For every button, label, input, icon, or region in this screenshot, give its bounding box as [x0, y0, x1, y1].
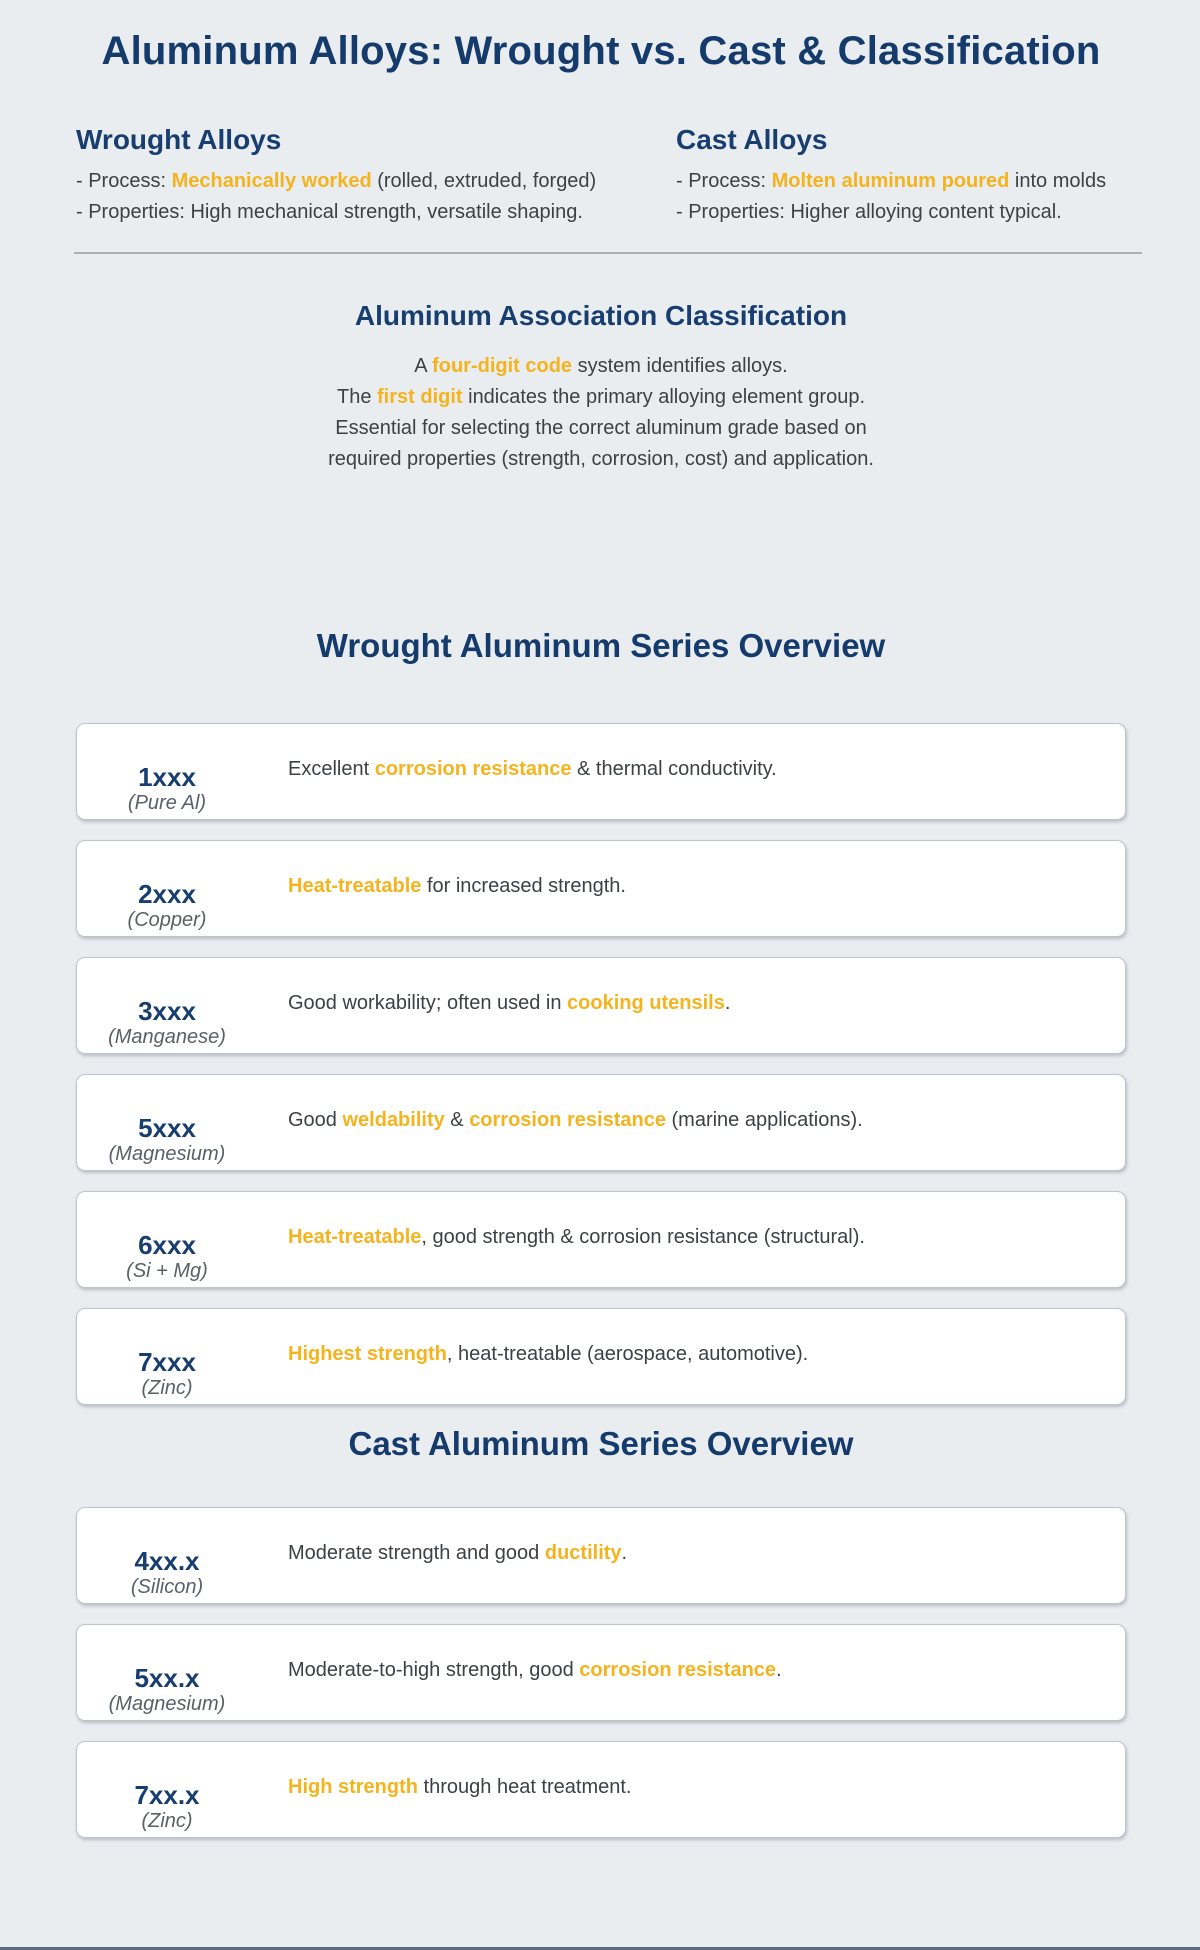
- highlight-text: first digit: [377, 386, 463, 408]
- series-card: [76, 1074, 1126, 1171]
- series-code: 3xxx: [138, 996, 196, 1026]
- series-card: [76, 1191, 1126, 1288]
- series-card-label: [77, 958, 257, 1053]
- series-alloying-element: (Copper): [127, 909, 207, 931]
- series-description: [257, 1192, 1125, 1287]
- series-alloying-element: (Si + Mg): [126, 1260, 208, 1282]
- classification-paragraph: [76, 351, 1126, 475]
- text-line: [676, 197, 1126, 228]
- text-segment: .: [776, 1659, 782, 1681]
- text-line: [76, 382, 1126, 413]
- text-segment: Good: [288, 1109, 343, 1131]
- text-segment: The: [336, 386, 378, 408]
- comparison-section: [76, 124, 1126, 228]
- highlight-text: weldability: [342, 1109, 445, 1131]
- text-line: [76, 413, 1126, 444]
- wrought-series-heading: Wrought Aluminum Series Overview: [316, 627, 886, 664]
- text-segment: into molds: [1009, 170, 1107, 192]
- highlight-text: High strength: [288, 1776, 418, 1798]
- highlight-text: Molten aluminum poured: [771, 170, 1010, 192]
- series-description: [257, 1508, 1125, 1603]
- series-card-label: [77, 1192, 257, 1287]
- classification-heading: Aluminum Association Classification: [354, 300, 848, 331]
- series-code: 5xx.x: [134, 1663, 200, 1693]
- text-segment: , good strength & corrosion resistance (structural).: [421, 1226, 865, 1248]
- text-segment: required properties (strength, corrosion, cost) and application.: [328, 448, 874, 470]
- series-description: [257, 724, 1125, 819]
- series-code: 6xxx: [138, 1230, 196, 1260]
- classification-section: [76, 300, 1126, 475]
- highlight-text: corrosion resistance: [469, 1109, 666, 1131]
- text-segment: (marine applications).: [665, 1109, 863, 1131]
- series-card: [76, 957, 1126, 1054]
- series-card: [76, 1741, 1126, 1838]
- text-segment: Moderate-to-high strength, good: [288, 1659, 580, 1681]
- series-code: 7xx.x: [134, 1780, 200, 1810]
- cast-series-card-list: [76, 1507, 1126, 1838]
- series-description: [257, 1075, 1125, 1170]
- series-card-label: [77, 841, 257, 936]
- text-line: [76, 197, 676, 228]
- text-segment: .: [621, 1542, 628, 1564]
- text-segment: for increased strength.: [421, 875, 626, 897]
- text-segment: - Properties: Higher alloying content typical.: [676, 201, 1062, 223]
- series-card: [76, 1308, 1126, 1405]
- highlight-text: cooking utensils: [567, 992, 725, 1014]
- text-segment: Essential for selecting the correct aluminum grade based on: [335, 417, 867, 439]
- series-card-label: [77, 1742, 257, 1837]
- wrought-alloys-column: [76, 124, 676, 228]
- wrought-series-card-list: [76, 723, 1126, 1405]
- series-alloying-element: (Magnesium): [108, 1143, 226, 1165]
- text-segment: Good workability; often used in: [288, 992, 568, 1014]
- series-alloying-element: (Pure Al): [127, 792, 207, 814]
- page-title: Aluminum Alloys: Wrought vs. Cast & Classification: [101, 29, 1101, 73]
- series-code: 2xxx: [138, 879, 196, 909]
- wrought-alloys-heading: Wrought Alloys: [76, 124, 282, 155]
- highlight-text: Heat-treatable: [288, 1226, 422, 1248]
- series-card: [76, 1507, 1126, 1604]
- text-segment: , heat-treatable (aerospace, automotive).: [446, 1343, 809, 1365]
- series-description: [257, 958, 1125, 1053]
- series-alloying-element: (Magnesium): [108, 1693, 226, 1715]
- text-segment: system identifies alloys.: [572, 355, 788, 377]
- cast-alloys-bullets: [676, 166, 1126, 228]
- series-alloying-element: (Zinc): [141, 1810, 193, 1832]
- cast-series-heading: Cast Aluminum Series Overview: [348, 1425, 854, 1462]
- highlight-text: ductility: [544, 1542, 622, 1564]
- series-description: [257, 1625, 1125, 1720]
- text-segment: .: [724, 992, 731, 1014]
- text-line: [76, 166, 676, 197]
- text-segment: (rolled, extruded, forged): [371, 170, 597, 192]
- text-segment: &: [444, 1109, 470, 1131]
- series-code: 4xx.x: [134, 1546, 200, 1576]
- series-description: [257, 1742, 1125, 1837]
- highlight-text: Mechanically worked: [171, 170, 372, 192]
- wrought-alloys-bullets: [76, 166, 676, 228]
- text-segment: A: [414, 355, 433, 377]
- series-code: 5xxx: [138, 1113, 196, 1143]
- series-card-label: [77, 1625, 257, 1720]
- series-code: 7xxx: [138, 1347, 196, 1377]
- series-code: 1xxx: [138, 762, 196, 792]
- text-segment: - Process:: [76, 170, 172, 192]
- series-card: [76, 723, 1126, 820]
- text-segment: indicates the primary alloying element group.: [462, 386, 865, 408]
- text-segment: - Process:: [676, 170, 772, 192]
- cast-alloys-column: [676, 124, 1126, 228]
- series-alloying-element: (Zinc): [141, 1377, 193, 1399]
- text-segment: & thermal conductivity.: [571, 758, 777, 780]
- series-alloying-element: (Manganese): [108, 1026, 226, 1048]
- highlight-text: corrosion resistance: [374, 758, 572, 780]
- cast-alloys-heading: Cast Alloys: [676, 124, 828, 155]
- series-card-label: [77, 724, 257, 819]
- text-line: [76, 444, 1126, 475]
- series-card: [76, 1624, 1126, 1721]
- text-line: [676, 166, 1126, 197]
- highlight-text: Heat-treatable: [288, 875, 422, 897]
- series-description: [257, 1309, 1125, 1404]
- series-alloying-element: (Silicon): [130, 1576, 204, 1598]
- series-card-label: [77, 1309, 257, 1404]
- series-card-label: [77, 1075, 257, 1170]
- series-card: [76, 840, 1126, 937]
- section-divider: [74, 252, 1142, 254]
- text-segment: through heat treatment.: [418, 1776, 632, 1798]
- text-segment: - Properties: High mechanical strength, versatile shaping.: [76, 201, 583, 223]
- text-line: [76, 351, 1126, 382]
- text-segment: Moderate strength and good: [288, 1542, 545, 1564]
- highlight-text: four-digit code: [432, 355, 573, 377]
- highlight-text: Highest strength: [288, 1343, 447, 1365]
- series-card-label: [77, 1508, 257, 1603]
- highlight-text: corrosion resistance: [579, 1659, 777, 1681]
- series-description: [257, 841, 1125, 936]
- text-segment: Excellent: [288, 758, 375, 780]
